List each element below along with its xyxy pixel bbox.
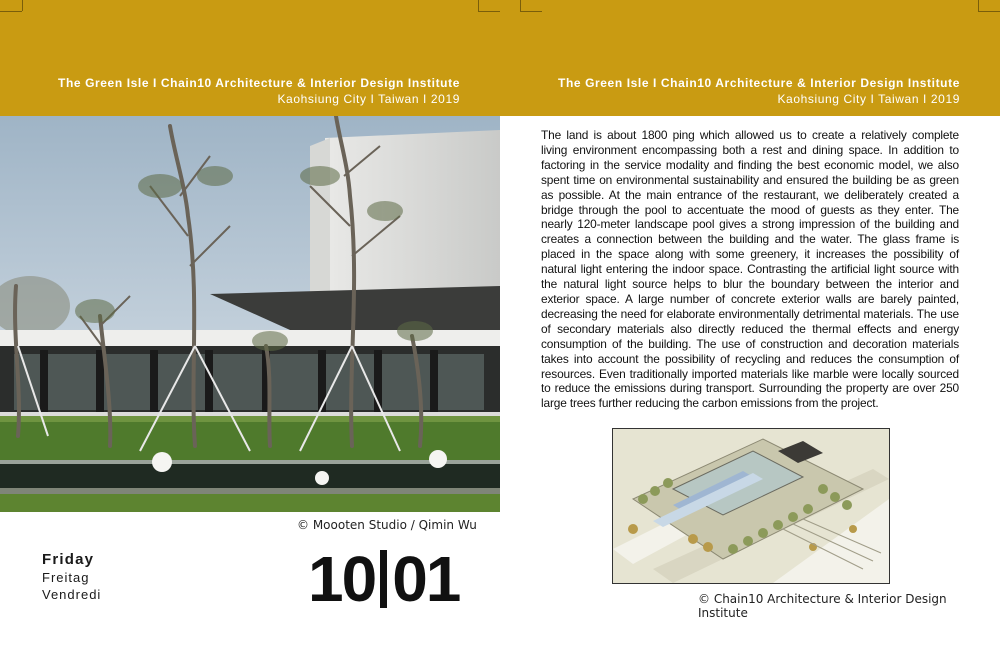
weekday-french: Vendredi	[42, 587, 102, 602]
crop-mark	[520, 0, 521, 11]
header-left-title: The Green Isle I Chain10 Architecture & Interior Design Institute	[58, 76, 460, 90]
date-separator	[380, 550, 387, 608]
date-month: 10	[308, 543, 376, 615]
header-right-title: The Green Isle I Chain10 Architecture & Interior Design Institute	[558, 76, 960, 90]
crop-mark	[22, 0, 23, 11]
article-body: The land is about 1800 ping which allowed us to create a relatively complete living environment encompassing both a rest and dining space. In addition to factoring in the service modality and finding the best economic model, we also spent time on environmental sustainability and ensured the building be as green as possible. At the main entrance of the restaurant, we deliberately created a bridge through the pool to accentuate the mood of guests as they enter. The nearly 120-meter landscape pool gives a strong impression of the building and creates a connection between the building and the water. The glass frame is placed in the space along with some greenery, it increases the possibility of natural light entering the indoor space. Contrasting the artificial light source with the natural light source helps to blur the boundary between the interior and exterior space. A large number of concrete exterior walls are barely painted, decreasing the need for elaborate environmentally detrimental materials. The use of secondary materials also directly reduced the thermal effects and energy consumption of the building. The use of construction and decoration materials takes into account the possibility of recycling and reduces the consumption of resources. Even traditionally imported materials like marble were locally sourced to reduce the emissions during transport. Surrounding the property are over 250 large trees further reducing the carbon emissions from the project.	[541, 128, 959, 411]
building-photo	[0, 116, 500, 512]
date-day: 01	[392, 543, 460, 615]
calendar-date	[308, 544, 459, 614]
plan-credit: © Chain10 Architecture & Interior Design Institute	[698, 592, 947, 620]
weekday-english: Friday	[42, 551, 95, 568]
crop-mark	[978, 0, 979, 11]
header-right	[558, 75, 960, 107]
crop-mark	[0, 11, 22, 12]
site-plan-drawing	[612, 428, 890, 584]
header-left-subtitle: Kaohsiung City I Taiwan I 2019	[277, 92, 460, 106]
weekday-german: Freitag	[42, 570, 90, 585]
weekday-block	[42, 550, 101, 603]
crop-mark	[978, 11, 1000, 12]
crop-mark	[478, 11, 500, 12]
header-left	[58, 75, 460, 107]
crop-mark	[478, 0, 479, 11]
header-right-subtitle: Kaohsiung City I Taiwan I 2019	[777, 92, 960, 106]
crop-mark	[520, 11, 542, 12]
photo-credit: © Moooten Studio / Qimin Wu	[297, 518, 477, 532]
